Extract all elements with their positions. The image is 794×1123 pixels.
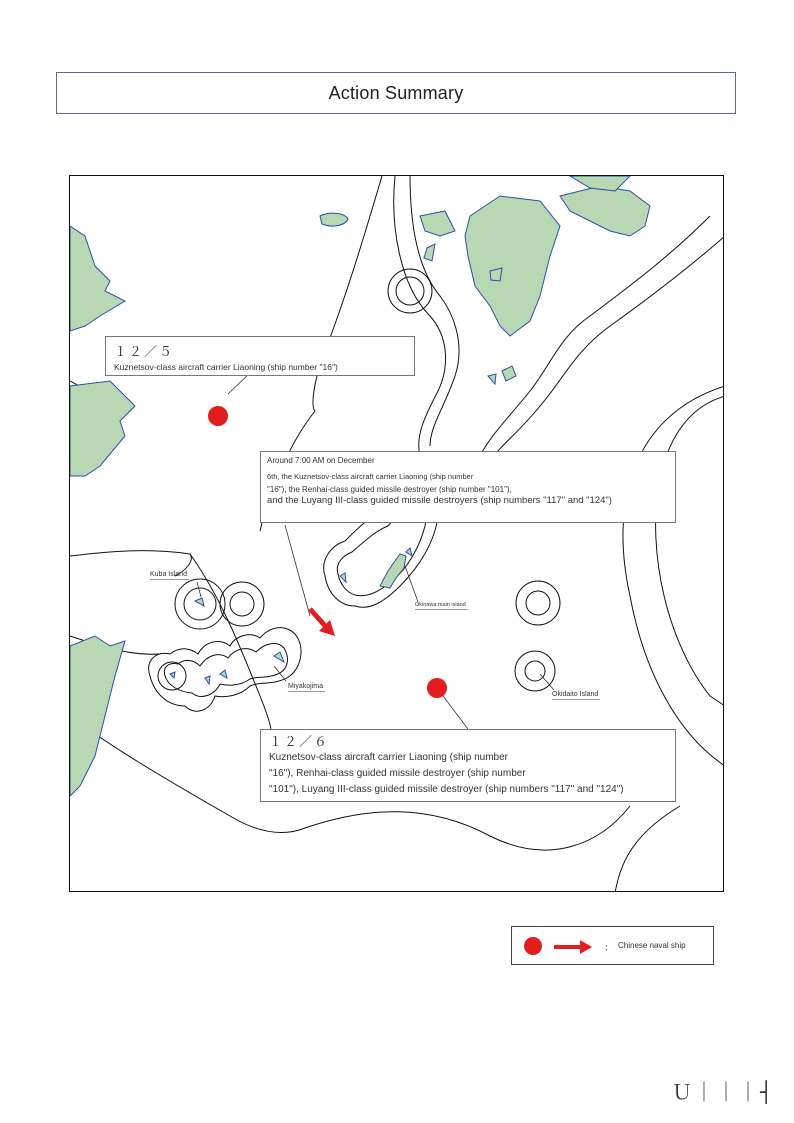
island-ring xyxy=(396,277,424,305)
legend-colon: ： xyxy=(604,943,614,954)
map-legend xyxy=(511,926,714,965)
legend-label: Chinese naval ship xyxy=(618,941,686,950)
callout-text: and the Luyang III-class guided missile destroyers (ship numbers "117" and "124") xyxy=(267,495,612,506)
place-label-okidaito: Okidaito Island xyxy=(552,691,599,698)
callout-dec5 xyxy=(105,336,415,376)
callout-text: "101"), Luyang III-class guided missile destroyer (ship numbers "117" and "124") xyxy=(269,784,624,795)
callout-dec6-morning xyxy=(260,451,676,523)
callout-dec6 xyxy=(260,729,676,802)
eez-boundary-east xyxy=(656,396,724,706)
red-dot-icon xyxy=(524,937,542,955)
leader-line xyxy=(274,666,286,681)
leader-line xyxy=(197,582,201,597)
callout-text: 6th, the Kuznetsov-class aircraft carrier Liaoning (ship number xyxy=(267,472,474,481)
china-coast xyxy=(70,226,135,796)
red-arrow-icon xyxy=(310,609,335,636)
contiguous-zone-east xyxy=(623,386,724,766)
island-ring xyxy=(388,269,432,313)
miyako-rings xyxy=(149,628,301,712)
callout-date: １２／６ xyxy=(269,734,330,749)
callout-date: １２／５ xyxy=(114,344,175,359)
callout-text: Kuznetsov-class aircraft carrier Liaoning (ship number "16") xyxy=(114,362,338,372)
callout-text: Kuznetsov-class aircraft carrier Liaoning (ship number xyxy=(269,752,508,763)
kuba-islet xyxy=(195,598,204,606)
callout-text: Around 7:00 AM on December xyxy=(267,456,375,465)
map xyxy=(69,175,724,892)
red-dot-icon xyxy=(427,678,447,698)
place-label-kuba: Kuba Island xyxy=(150,571,187,578)
place-label-miyakojima: Miyakojima xyxy=(288,683,324,690)
okinawa-island xyxy=(340,548,412,588)
red-arrow-icon xyxy=(554,939,594,955)
page-title: Action Summary xyxy=(56,72,736,114)
leader-line xyxy=(285,525,310,616)
okidaito-zone-outer xyxy=(615,806,680,892)
kuba-rings xyxy=(175,579,264,629)
footer-mark: Ｕ｜｜｜┤ xyxy=(671,1080,774,1104)
place-label-okinawa: Okinawa main island xyxy=(415,602,466,608)
daito-rings xyxy=(515,581,560,691)
red-dot-icon xyxy=(208,406,228,426)
leader-line xyxy=(405,566,418,602)
median-line xyxy=(190,554,272,751)
callout-text: "16"), the Renhai-class guided missile destroyer (ship number "101"), xyxy=(267,485,512,494)
callout-text: "16"), Renhai-class guided missile destroyer (ship number xyxy=(269,768,526,779)
